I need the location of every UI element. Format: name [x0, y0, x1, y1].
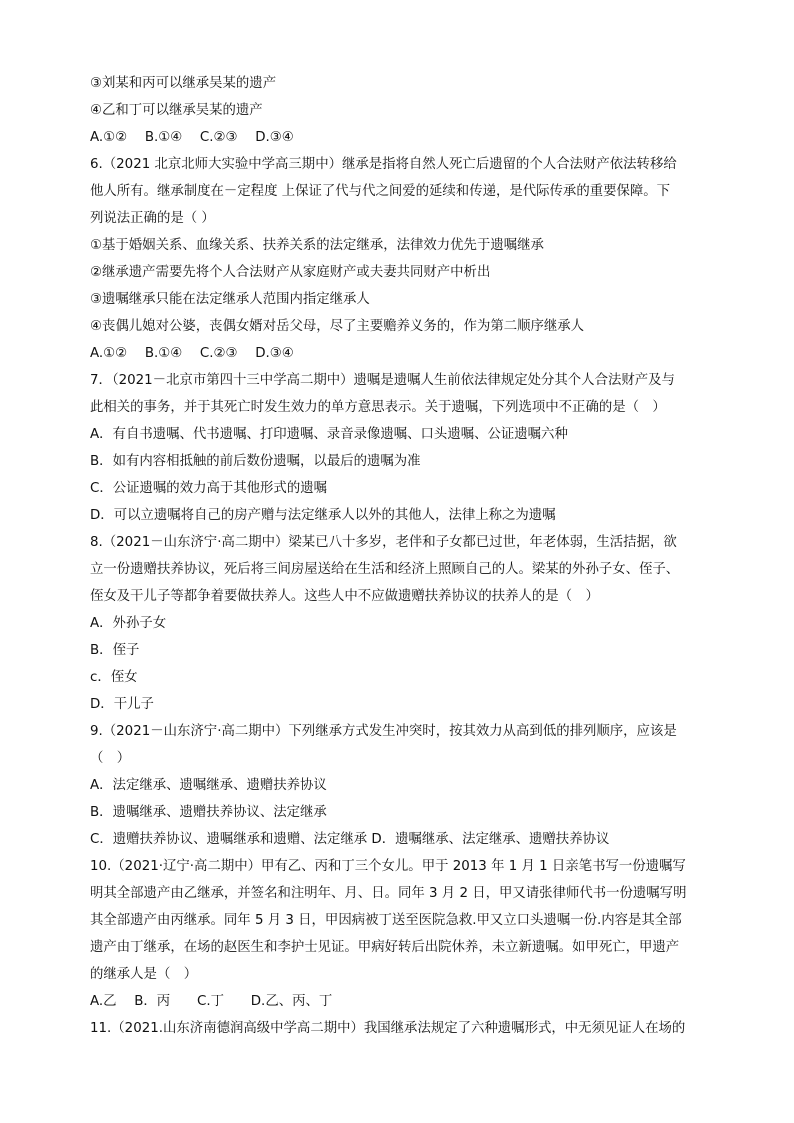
text-line: ③刘某和丙可以继承吴某的遗产	[90, 76, 277, 91]
text-line: ②继承遗产需要先将个人合法财产从家庭财产或夫妻共同财产中析出	[90, 265, 491, 280]
text-line: 立一份遗赠扶养协议，死后将三间房屋送给在生活和经济上照顾自己的人。梁某的外孙子女、侄子、	[90, 562, 680, 577]
text-line: 6.（2021 北京北师大实验中学高三期中）继承是指将自然人死亡后遗留的个人合法财产依法转移给	[90, 157, 677, 172]
text-line: A．有自书遗嘱、代书遗嘱、打印遗嘱、录音录像遗嘱、口头遗嘱、公证遗嘱六种	[90, 427, 568, 442]
text-line: C．公证遗嘱的效力高于其他形式的遗嘱	[90, 481, 327, 496]
text-line: B．如有内容相抵触的前后数份遗嘱，以最后的遗嘱为准	[90, 454, 421, 469]
text-line: ④丧偶儿媳对公婆，丧偶女婿对岳父母，尽了主要赡养义务的，作为第二顺序继承人	[90, 319, 585, 334]
text-line: ④乙和丁可以继承吴某的遗产	[90, 103, 263, 118]
text-line: 侄女及干儿子等都争着要做扶养人。这些人中不应做遗赠扶养协议的扶养人的是（ ）	[90, 589, 599, 604]
text-line: 遗产由丁继承，在场的赵医生和李护士见证。甲病好转后出院休养，未立新遗嘱。如甲死亡，甲遗产	[90, 940, 680, 955]
text-line: 7．（2021－北京市第四十三中学高二期中）遗嘱是遗嘱人生前依法律规定处分其个人合法财产及与	[90, 373, 675, 388]
text-line: （ ）	[90, 751, 131, 766]
text-line: 10.（2021·辽宁·高二期中）甲有乙、丙和丁三个女儿。甲于 2013 年 1 月 1 日亲笔书写一份遗嘱写	[90, 859, 686, 874]
text-line: ①基于婚姻关系、血缘关系、扶养关系的法定继承，法律效力优先于遗嘱继承	[90, 238, 544, 253]
text-line: A.乙 B．丙 C.丁 D.乙、丙、丁	[90, 994, 333, 1009]
text-line: B．侄子	[90, 643, 140, 658]
text-line: A．外孙子女	[90, 616, 167, 631]
text-line: B．遗嘱继承、遗赠扶养协议、法定继承	[90, 805, 327, 820]
text-line: 8.（2021－山东济宁·高二期中）梁某已八十多岁，老伴和子女都已过世，年老体弱，生活拮据，欲	[90, 535, 677, 550]
text-line: 明其全部遗产由乙继承，并签名和注明年、月、日。同年 3 月 2 日，甲又请张律师代书一份遗嘱写明	[90, 886, 687, 901]
text-line: C．遗赠扶养协议、遗嘱继承和遗赠、法定继承 D．遗嘱继承、法定继承、遗赠扶养协议	[90, 832, 610, 847]
text-line: A.①② B.①④ C.②③ D.③④	[90, 130, 294, 145]
text-line: A．法定继承、遗嘱继承、遗赠扶养协议	[90, 778, 327, 793]
text-line: 11.（2021.山东济南德润高级中学高二期中）我国继承法规定了六种遗嘱形式，中无须见证人在场的	[90, 1021, 686, 1036]
text-line: D．干儿子	[90, 697, 154, 712]
document-page	[90, 70, 712, 1042]
text-line: c．侄女	[90, 670, 138, 685]
text-line: A.①② B.①④ C.②③ D.③④	[90, 346, 294, 361]
text-line: D．可以立遗嘱将自己的房产赠与法定继承人以外的其他人，法律上称之为遗嘱	[90, 508, 556, 523]
text-line: 列说法正确的是（ ）	[90, 211, 215, 226]
text-line: 其全部遗产由丙继承。同年 5 月 3 日，甲因病被丁送至医院急救.甲又立口头遗嘱一份.内容是其全部	[90, 913, 682, 928]
text-line: 9.（2021－山东济宁·高二期中）下列继承方式发生冲突时，按其效力从高到低的排列顺序，应该是	[90, 724, 677, 739]
text-line: 的继承人是（ ）	[90, 967, 198, 982]
text-line: ③遗嘱继承只能在法定继承人范围内指定继承人	[90, 292, 370, 307]
text-line: 他人所有。继承制度在－定程度 上保证了代与代之间爱的延续和传递，是代际传承的重要保障。下	[90, 184, 671, 199]
text-line: 此相关的事务，并于其死亡时发生效力的单方意思表示。关于遗嘱，下列选项中不正确的是（ ）	[90, 400, 666, 415]
